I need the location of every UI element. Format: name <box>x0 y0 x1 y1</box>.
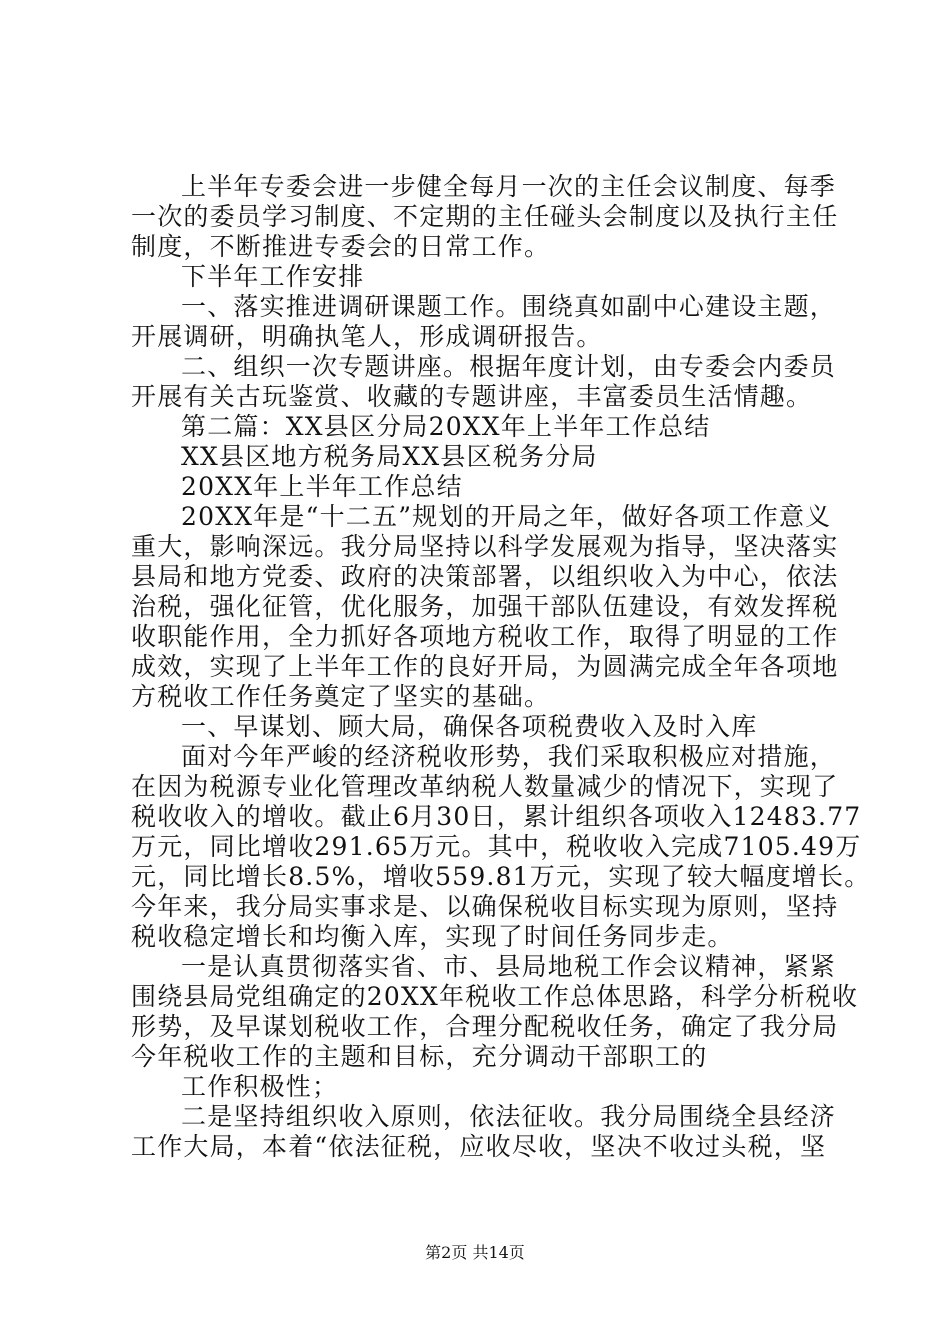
page-footer: 第2页 共14页 <box>425 1243 525 1262</box>
text-line: 工作积极性； <box>181 1072 339 1101</box>
text-line: 工作大局，本着“依法征税，应收尽收，坚决不收过头税，坚 <box>131 1132 827 1161</box>
text-line: 收职能作用，全力抓好各项地方税收工作，取得了明显的工作 <box>131 622 839 651</box>
text-line: 二、组织一次专题讲座。根据年度计划，由专委会内委员 <box>181 352 837 381</box>
text-line: 一、早谋划、顾大局，确保各项税费收入及时入库 <box>181 712 758 741</box>
text-line: 开展有关古玩鉴赏、收藏的专题讲座，丰富委员生活情趣。 <box>131 382 813 411</box>
text-line: 形势，及早谋划税收工作，合理分配税收任务，确定了我分局 <box>131 1012 839 1041</box>
text-line: 税收收入的增收。截止6月30日，累计组织各项收入12483.77 <box>131 802 862 831</box>
text-line: 税收稳定增长和均衡入库，实现了时间任务同步走。 <box>131 922 734 951</box>
text-line: 一是认真贯彻落实省、市、县局地税工作会议精神，紧紧 <box>181 952 837 981</box>
text-line: 20XX年是“十二五”规划的开局之年，做好各项工作意义 <box>181 502 832 531</box>
text-line: 元，同比增长8.5%，增收559.81万元，实现了较大幅度增长。 <box>131 862 871 891</box>
text-line: 治税，强化征管，优化服务，加强干部队伍建设，有效发挥税 <box>131 592 839 621</box>
text-line: 面对今年严峻的经济税收形势，我们采取积极应对措施， <box>181 742 837 771</box>
text-line: 今年来，我分局实事求是、以确保税收目标实现为原则，坚持 <box>131 892 839 921</box>
text-line: 成效，实现了上半年工作的良好开局，为圆满完成全年各项地 <box>131 652 839 681</box>
text-line: 一次的委员学习制度、不定期的主任碰头会制度以及执行主任 <box>131 202 839 231</box>
text-line: 今年税收工作的主题和目标，充分调动干部职工的 <box>131 1042 708 1071</box>
text-line: 第二篇：XX县区分局20XX年上半年工作总结 <box>181 412 711 441</box>
text-line: 县局和地方党委、政府的决策部署，以组织收入为中心，依法 <box>131 562 839 591</box>
text-line: 万元，同比增收291.65万元。其中，税收收入完成7105.49万 <box>131 832 862 861</box>
text-line: 制度，不断推进专委会的日常工作。 <box>131 232 551 261</box>
text-line: 二是坚持组织收入原则，依法征收。我分局围绕全县经济 <box>181 1102 837 1131</box>
text-line: 方税收工作任务奠定了坚实的基础。 <box>131 682 551 711</box>
text-line: 20XX年上半年工作总结 <box>181 472 463 501</box>
document-body <box>131 172 871 1162</box>
text-line: 一、落实推进调研课题工作。围绕真如副中心建设主题， <box>181 292 837 321</box>
text-line: 在因为税源专业化管理改革纳税人数量减少的情况下，实现了 <box>131 772 839 801</box>
text-line: XX县区地方税务局XX县区税务分局 <box>181 442 598 471</box>
text-line: 下半年工作安排 <box>181 262 365 291</box>
text-line: 开展调研，明确执笔人，形成调研报告。 <box>131 322 603 351</box>
text-line: 重大，影响深远。我分局坚持以科学发展观为指导，坚决落实 <box>131 532 839 561</box>
text-line: 围绕县局党组确定的20XX年税收工作总体思路，科学分析税收 <box>131 982 859 1011</box>
text-line: 上半年专委会进一步健全每月一次的主任会议制度、每季 <box>181 172 837 201</box>
